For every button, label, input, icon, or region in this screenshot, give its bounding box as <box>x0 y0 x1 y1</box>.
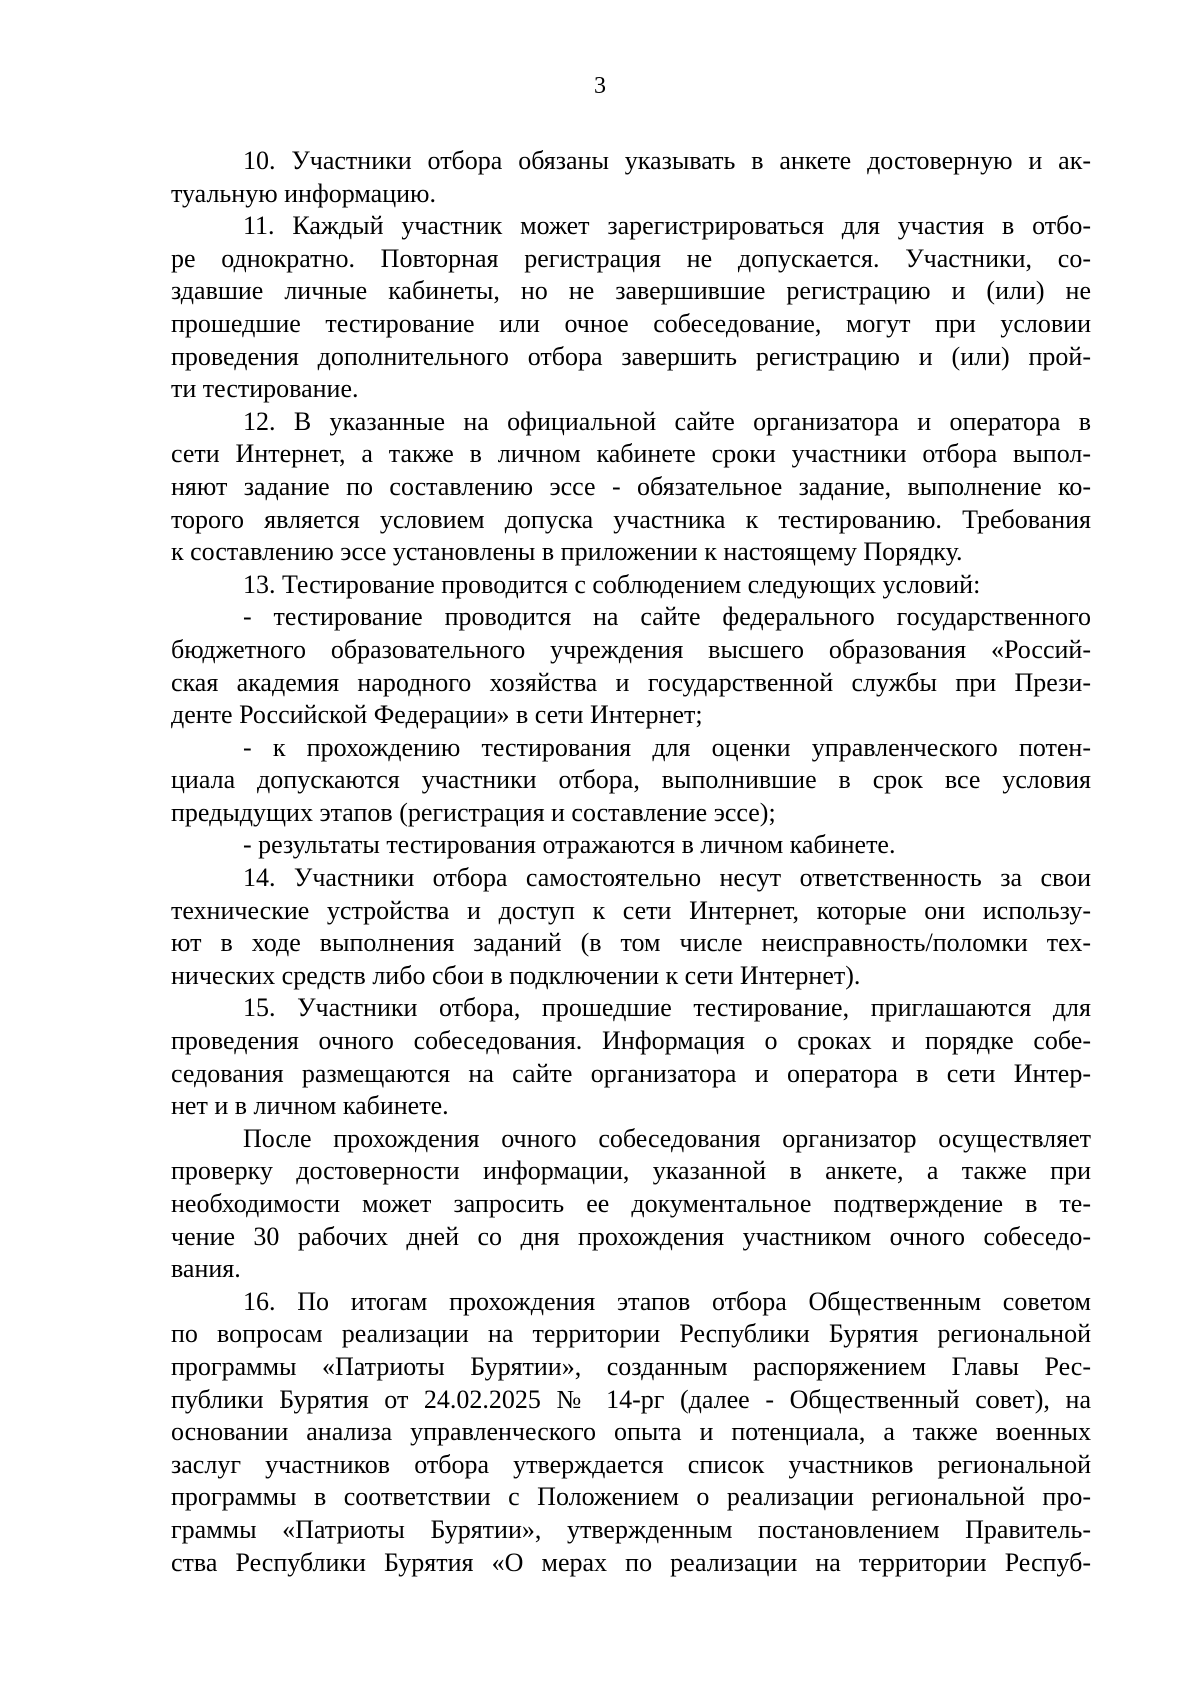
text-line: программы в соответствии с Положением о реализации региональной про- <box>171 1482 1091 1512</box>
text-line: публики Бурятия от 24.02.2025 № 14-рг (далее - Общественный совет), на <box>171 1384 1091 1414</box>
text-line: ти тестирование. <box>171 374 359 404</box>
text-line: туальную информацию. <box>171 178 436 208</box>
text-line: 16. По итогам прохождения этапов отбора Общественным советом <box>243 1286 1091 1316</box>
text-line: основании анализа управленческого опыта и потенциала, а также военных <box>171 1417 1091 1447</box>
text-line: няют задание по составлению эссе - обязательное задание, выполнение ко- <box>171 471 1091 501</box>
text-line: граммы «Патриоты Бурятии», утвержденным постановлением Правитель- <box>171 1514 1091 1544</box>
text-line: торого является условием допуска участника к тестированию. Требования <box>171 504 1091 534</box>
text-line: технические устройства и доступ к сети Интернет, которые они использу- <box>171 895 1091 925</box>
text-line: предыдущих этапов (регистрация и составление эссе); <box>171 797 776 827</box>
text-line: бюджетного образовательного учреждения высшего образования «Россий- <box>171 634 1091 664</box>
text-line: сети Интернет, а также в личном кабинете сроки участники отбора выпол- <box>171 439 1091 469</box>
text-line: 15. Участники отбора, прошедшие тестирование, приглашаются для <box>243 993 1091 1023</box>
document-body <box>171 145 1091 1579</box>
text-line: проведения дополнительного отбора завершить регистрацию и (или) прой- <box>171 341 1091 371</box>
text-line: ре однократно. Повторная регистрация не допускается. Участники, со- <box>171 243 1091 273</box>
text-line: 11. Каждый участник может зарегистрироваться для участия в отбо- <box>243 211 1091 241</box>
text-line: программы «Патриоты Бурятии», созданным распоряжением Главы Рес- <box>171 1351 1091 1381</box>
text-line: ют в ходе выполнения заданий (в том числе неисправность/поломки тех- <box>171 928 1091 958</box>
text-line: ства Республики Бурятия «О мерах по реализации на территории Респуб- <box>171 1547 1091 1577</box>
text-line: заслуг участников отбора утверждается список участников региональной <box>171 1449 1091 1479</box>
text-line: нет и в личном кабинете. <box>171 1091 449 1121</box>
text-line: чение 30 рабочих дней со дня прохождения участником очного собеседо- <box>171 1221 1091 1251</box>
page-number: 3 <box>594 73 606 99</box>
text-line: - результаты тестирования отражаются в личном кабинете. <box>243 830 896 860</box>
text-line: циала допускаются участники отбора, выполнившие в срок все условия <box>171 765 1091 795</box>
text-line: После прохождения очного собеседования организатор осуществляет <box>243 1123 1091 1153</box>
text-line: здавшие личные кабинеты, но не завершившие регистрацию и (или) не <box>171 276 1091 306</box>
text-line: - к прохождению тестирования для оценки управленческого потен- <box>243 732 1091 762</box>
text-line: 13. Тестирование проводится с соблюдением следующих условий: <box>243 569 981 599</box>
text-line: 14. Участники отбора самостоятельно несут ответственность за свои <box>243 863 1091 893</box>
text-line: прошедшие тестирование или очное собеседование, могут при условии <box>171 308 1091 338</box>
text-line: - тестирование проводится на сайте федерального государственного <box>243 602 1091 632</box>
text-line: ская академия народного хозяйства и государственной службы при Прези- <box>171 667 1091 697</box>
text-line: к составлению эссе установлены в приложении к настоящему Порядку. <box>171 537 963 567</box>
text-line: 12. В указанные на официальной сайте организатора и оператора в <box>243 406 1091 436</box>
text-line: седования размещаются на сайте организатора и оператора в сети Интер- <box>171 1058 1091 1088</box>
text-line: по вопросам реализации на территории Республики Бурятия региональной <box>171 1319 1091 1349</box>
text-line: проверку достоверности информации, указанной в анкете, а также при <box>171 1156 1091 1186</box>
text-line: вания. <box>171 1254 241 1284</box>
text-line: необходимости может запросить ее документальное подтверждение в те- <box>171 1189 1091 1218</box>
text-line: проведения очного собеседования. Информация о сроках и порядке собе- <box>171 1026 1091 1056</box>
text-line: нических средств либо сбои в подключении к сети Интернет). <box>171 960 861 990</box>
text-line: денте Российской Федерации» в сети Интернет; <box>171 700 703 730</box>
text-line: 10. Участники отбора обязаны указывать в анкете достоверную и ак- <box>243 146 1091 175</box>
